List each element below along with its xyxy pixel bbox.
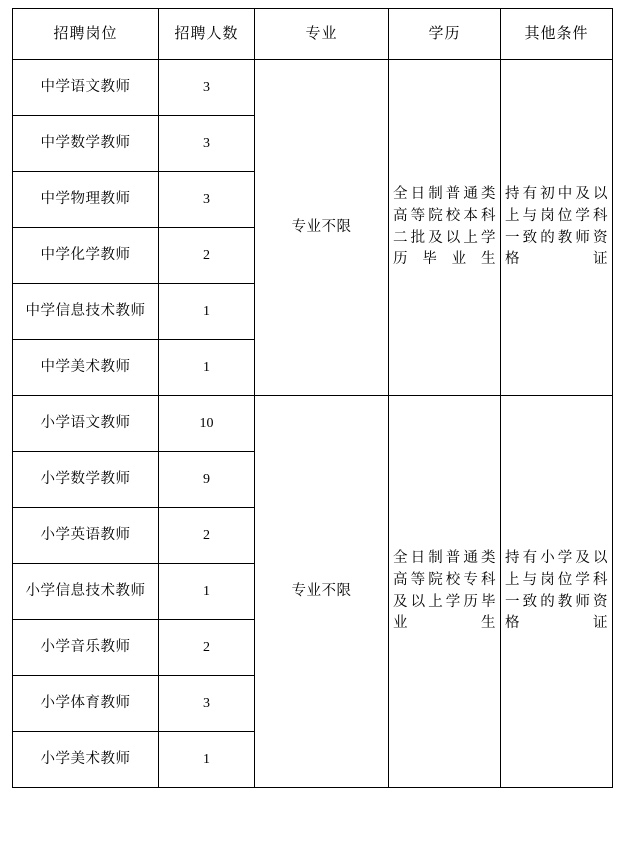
table-header-row: [13, 9, 613, 60]
post-count: 1: [159, 284, 255, 340]
education-line: 及以上学历毕: [393, 593, 496, 610]
other-line: 一致的教师资: [505, 593, 608, 610]
other-requirement: [501, 396, 613, 788]
other-line: 一致的教师资: [505, 229, 608, 246]
education-line: 业生: [393, 615, 496, 632]
column-header-post: 招聘岗位: [13, 9, 159, 60]
major-requirement: 专业不限: [255, 396, 389, 788]
recruitment-table: [12, 8, 613, 788]
post-count: 9: [159, 452, 255, 508]
table-body: [13, 60, 613, 788]
post-name: 小学英语教师: [13, 508, 159, 564]
post-count: 2: [159, 508, 255, 564]
post-name: 中学信息技术教师: [13, 284, 159, 340]
post-count: 2: [159, 620, 255, 676]
table-row: [13, 396, 613, 452]
table-header: [13, 9, 613, 60]
post-name: 小学信息技术教师: [13, 564, 159, 620]
post-count: 3: [159, 172, 255, 228]
other-line: 格证: [505, 251, 608, 268]
major-requirement: 专业不限: [255, 60, 389, 396]
other-line: 上与岗位学科: [505, 571, 608, 588]
post-name: 中学化学教师: [13, 228, 159, 284]
post-name: 小学数学教师: [13, 452, 159, 508]
education-line: 高等院校本科: [393, 207, 496, 224]
post-name: 中学美术教师: [13, 340, 159, 396]
post-name: 中学语文教师: [13, 60, 159, 116]
column-header-education: 学历: [389, 9, 501, 60]
post-count: 1: [159, 564, 255, 620]
other-line: 格证: [505, 615, 608, 632]
column-header-count: 招聘人数: [159, 9, 255, 60]
post-name: 小学体育教师: [13, 676, 159, 732]
other-requirement: [501, 60, 613, 396]
column-header-major: 专业: [255, 9, 389, 60]
post-count: 2: [159, 228, 255, 284]
column-header-other: 其他条件: [501, 9, 613, 60]
education-line: 二批及以上学: [393, 229, 496, 246]
post-count: 3: [159, 60, 255, 116]
post-count: 3: [159, 676, 255, 732]
post-name: 小学语文教师: [13, 396, 159, 452]
post-count: 3: [159, 116, 255, 172]
table-row: [13, 60, 613, 116]
post-name: 中学物理教师: [13, 172, 159, 228]
other-line: 持有小学及以: [505, 550, 608, 566]
other-line: 上与岗位学科: [505, 207, 608, 224]
post-name: 小学音乐教师: [13, 620, 159, 676]
post-count: 1: [159, 340, 255, 396]
post-name: 中学数学教师: [13, 116, 159, 172]
post-name: 小学美术教师: [13, 732, 159, 788]
education-line: 全日制普通类: [393, 550, 496, 566]
education-line: 高等院校专科: [393, 571, 496, 588]
other-line: 持有初中及以: [505, 186, 608, 202]
education-line: 全日制普通类: [393, 186, 496, 202]
education-requirement: [389, 60, 501, 396]
education-line: 历毕业生: [393, 251, 496, 268]
education-requirement: [389, 396, 501, 788]
post-count: 1: [159, 732, 255, 788]
post-count: 10: [159, 396, 255, 452]
